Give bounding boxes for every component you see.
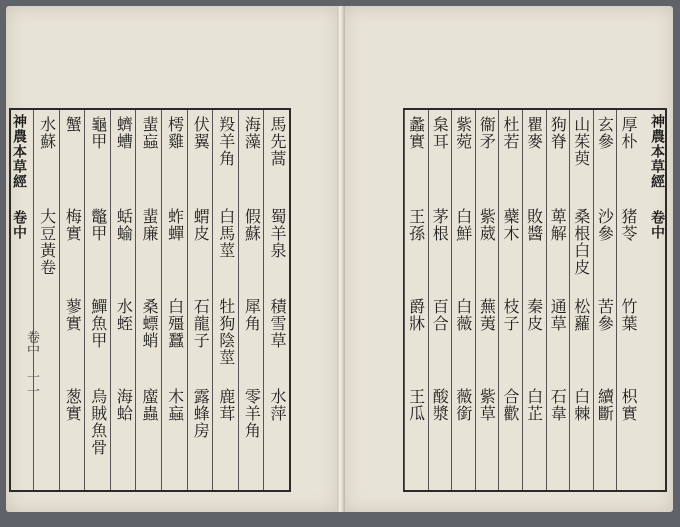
right-book-title: 神農本草經	[649, 114, 665, 189]
herb-entry: 白薇	[453, 298, 473, 332]
herb-entry: 白芷	[524, 388, 544, 422]
herb-entry: 水萍	[267, 388, 287, 422]
herb-entry: 蟹	[63, 116, 83, 133]
herb-entry: 海藻	[242, 116, 262, 150]
herb-entry: 蜚蝱	[139, 116, 159, 150]
herb-entry: 續斷	[595, 388, 615, 422]
entry-column	[498, 110, 522, 490]
herb-entry: 蜚廉	[139, 208, 159, 242]
herb-entry: 鱓魚甲	[88, 298, 108, 349]
herb-entry: 紫葳	[477, 208, 497, 242]
herb-entry: 竹葉	[618, 298, 638, 332]
entry-column	[616, 110, 640, 490]
herb-entry: 白鮮	[453, 208, 473, 242]
herb-entry: 䗪蟲	[139, 388, 159, 422]
herb-entry: 山茱萸	[571, 116, 591, 167]
herb-entry: 蠐螬	[114, 116, 134, 150]
herb-entry: 紫草	[477, 388, 497, 422]
herb-entry: 厚朴	[618, 116, 638, 150]
entry-column	[475, 110, 499, 490]
herb-entry: 茅根	[430, 208, 450, 242]
herb-entry: 大豆黃卷	[37, 208, 57, 276]
entry-column	[238, 110, 264, 490]
herb-entry: 樗雞	[165, 116, 185, 150]
herb-entry: 鼈甲	[88, 208, 108, 242]
entry-column	[161, 110, 187, 490]
herb-entry: 鹿茸	[216, 388, 236, 422]
book-spine	[337, 6, 345, 512]
herb-entry: 秦皮	[524, 298, 544, 332]
herb-entry: 羖羊角	[216, 116, 236, 167]
entry-column	[135, 110, 161, 490]
herb-entry: 白棘	[571, 388, 591, 422]
entry-column	[263, 110, 289, 490]
herb-entry: 枝子	[500, 298, 520, 332]
herb-entry: 狗脊	[548, 116, 568, 150]
herb-entry: 沙參	[595, 208, 615, 242]
entry-column	[404, 110, 428, 490]
left-book-title: 神農本草經	[11, 114, 27, 189]
herb-entry: 百合	[430, 298, 450, 332]
herb-entry: 水蛭	[114, 298, 134, 332]
entry-column	[33, 110, 59, 490]
entry-column	[546, 110, 570, 490]
herb-entry: 龜甲	[88, 116, 108, 150]
herb-entry: 假蘇	[242, 208, 262, 242]
herb-entry: 王孫	[406, 208, 426, 242]
herb-entry: 桑螵蛸	[139, 298, 159, 349]
herb-entry: 犀角	[242, 298, 262, 332]
herb-entry: 蕪荑	[477, 298, 497, 332]
herb-entry: 杜若	[500, 116, 520, 150]
herb-entry: 衞矛	[477, 116, 497, 150]
herb-entry: 石龍子	[191, 298, 211, 349]
herb-entry: 水蘇	[37, 116, 57, 150]
left-volume-label: 卷中	[11, 210, 27, 240]
herb-entry: 蛞蝓	[114, 208, 134, 242]
entry-column	[59, 110, 85, 490]
herb-entry: 敗醬	[524, 208, 544, 242]
herb-entry: 桑根白皮	[571, 208, 591, 276]
herb-entry: 松蘿	[571, 298, 591, 332]
herb-entry: 積雪草	[267, 298, 287, 349]
entry-column	[428, 110, 452, 490]
herb-entry: 蠡實	[406, 116, 426, 150]
herb-entry: 蚱蟬	[165, 208, 185, 242]
herb-entry: 伏翼	[191, 116, 211, 150]
herb-entry: 牡狗陰莖	[216, 298, 236, 366]
entry-column	[593, 110, 617, 490]
right-volume-label: 卷中	[649, 210, 665, 240]
entry-column	[451, 110, 475, 490]
entry-column	[522, 110, 546, 490]
herb-entry: 枳實	[618, 388, 638, 422]
herb-entry: 露蜂房	[191, 388, 211, 439]
herb-entry: 薇銜	[453, 388, 473, 422]
herb-entry: 通草	[548, 298, 568, 332]
entry-column	[569, 110, 593, 490]
herb-entry: 枲耳	[430, 116, 450, 150]
herb-entry: 蘗木	[500, 208, 520, 242]
herb-entry: 葱實	[63, 388, 83, 422]
herb-entry: 白馬莖	[216, 208, 236, 259]
herb-entry: 紫菀	[453, 116, 473, 150]
herb-entry: 海蛤	[114, 388, 134, 422]
herb-entry: 烏賊魚骨	[88, 388, 108, 456]
entry-column	[212, 110, 238, 490]
herb-entry: 石韋	[548, 388, 568, 422]
herb-entry: 蜀羊泉	[267, 208, 287, 259]
herb-entry: 玄參	[595, 116, 615, 150]
herb-entry: 萆解	[548, 208, 568, 242]
left-fold-mark: 卷中 十一	[24, 330, 39, 397]
herb-entry: 零羊角	[242, 388, 262, 439]
herb-entry: 酸漿	[430, 388, 450, 422]
entry-column	[187, 110, 213, 490]
herb-entry: 爵牀	[406, 298, 426, 332]
herb-entry: 瞿麥	[524, 116, 544, 150]
herb-entry: 蓼實	[63, 298, 83, 332]
herb-entry: 合歡	[500, 388, 520, 422]
herb-entry: 蝟皮	[191, 208, 211, 242]
herb-entry: 梅實	[63, 208, 83, 242]
herb-entry: 猪苓	[618, 208, 638, 242]
herb-entry: 木蝱	[165, 388, 185, 422]
herb-entry: 苦參	[595, 298, 615, 332]
herb-entry: 王瓜	[406, 388, 426, 422]
entry-column	[84, 110, 110, 490]
herb-entry: 白殭蠶	[165, 298, 185, 349]
herb-entry: 馬先蒿	[267, 116, 287, 167]
entry-column	[110, 110, 136, 490]
